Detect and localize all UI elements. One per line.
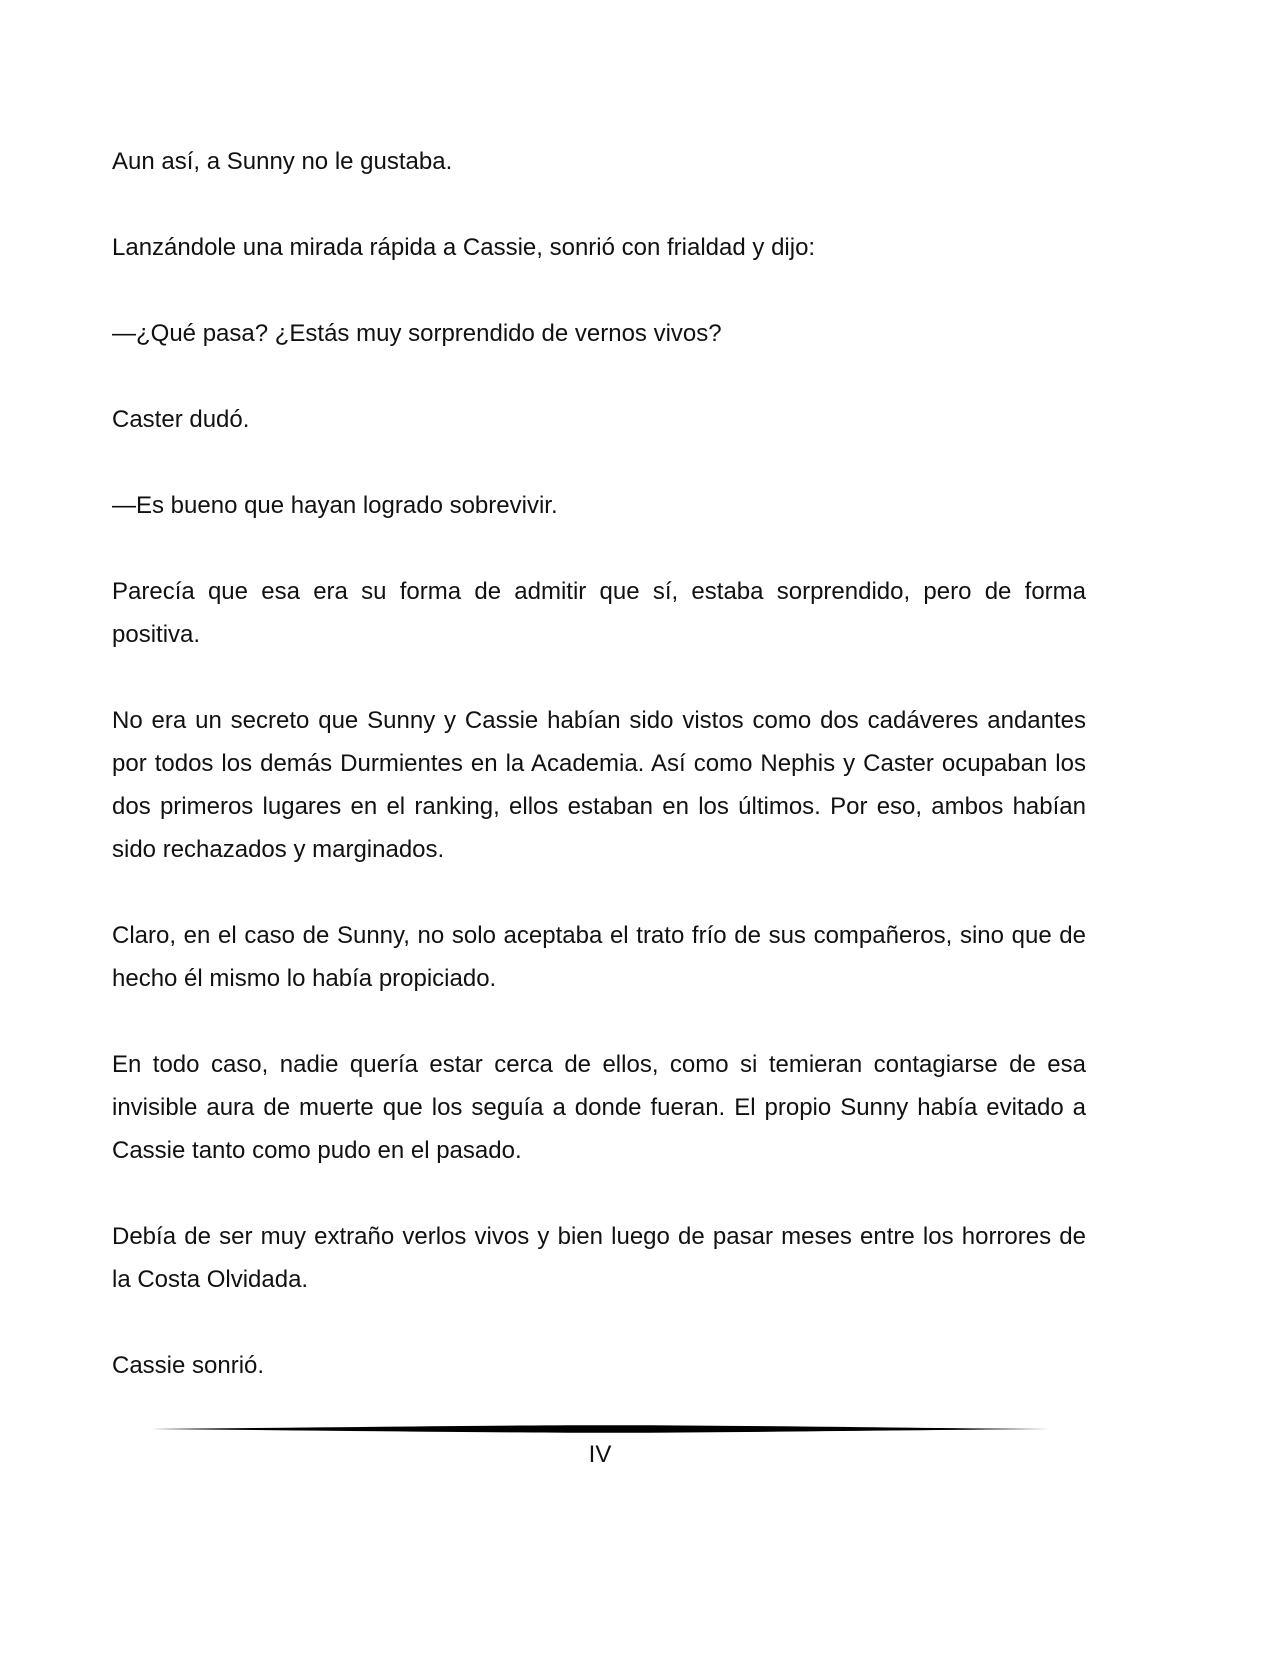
paragraph-11: Cassie sonrió. (112, 1352, 265, 1379)
paragraph-6: Parecía que esa era su forma de admitir que sí, estaba sorprendido, pero de forma positiva. (112, 578, 1086, 648)
paragraph-4: Caster dudó. (112, 406, 250, 433)
paragraph-10: Debía de ser muy extraño verlos vivos y bien luego de pasar meses entre los horrores de la Costa Olvidada. (112, 1223, 1086, 1293)
page-number: IV (588, 1441, 612, 1468)
paragraph-8: Claro, en el caso de Sunny, no solo aceptaba el trato frío de sus compañeros, sino que de hecho él mismo lo había propiciado. (112, 922, 1086, 992)
paragraph-1: Aun así, a Sunny no le gustaba. (112, 148, 453, 175)
body-text (112, 140, 1086, 1387)
paragraph-5: —Es bueno que hayan logrado sobrevivir. (112, 492, 558, 519)
paragraph-9: En todo caso, nadie quería estar cerca de ellos, como si temieran contagiarse de esa invisible aura de muerte que los seguía a donde fueran. El propio Sunny había evitado a Cassie tanto como pudo en el pasado. (112, 1051, 1086, 1164)
paragraph-7: No era un secreto que Sunny y Cassie habían sido vistos como dos cadáveres andantes por todos los demás Durmientes en la Academia. Así como Nephis y Caster ocupaban los dos primeros lugares en el ranking, ellos estaban en los últimos. Por eso, ambos habían sido rechazados y marginados. (112, 707, 1086, 863)
paragraph-2: Lanzándole una mirada rápida a Cassie, sonrió con frialdad y dijo: (112, 234, 816, 261)
paragraph-3: —¿Qué pasa? ¿Estás muy sorprendido de vernos vivos? (112, 320, 722, 347)
footer-divider (151, 1421, 1049, 1437)
